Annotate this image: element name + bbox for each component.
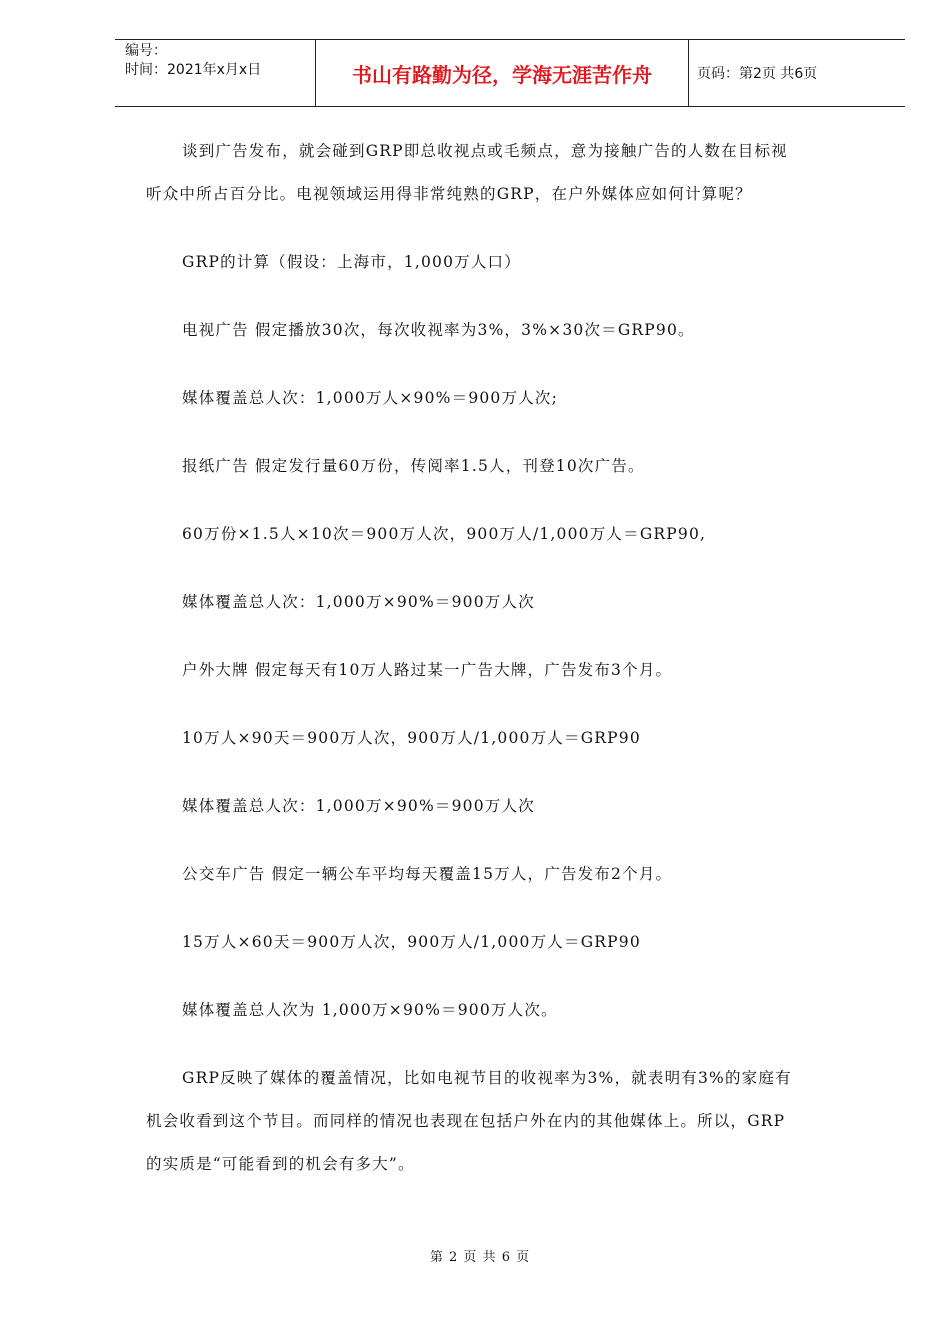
paragraph-line: 媒体覆盖总人次：1,000万×90%＝900万人次 bbox=[182, 797, 535, 815]
paragraph-line: 60万份×1.5人×10次＝900万人次，900万人/1,000万人＝GRP90, bbox=[182, 525, 707, 543]
paragraph-line: 媒体覆盖总人次：1,000万×90%＝900万人次 bbox=[182, 593, 535, 611]
paragraph-line: 报纸广告 假定发行量60万份，传阅率1.5人，刊登10次广告。 bbox=[182, 457, 645, 475]
paragraph-line: 机会收看到这个节目。而同样的情况也表现在包括户外在内的其他媒体上。所以，GRP bbox=[146, 1112, 786, 1130]
document-time-label: 时间：2021年x月x日 bbox=[125, 62, 262, 78]
paragraph-line: 的实质是“可能看到的机会有多大”。 bbox=[146, 1155, 415, 1173]
paragraph-line: 公交车广告 假定一辆公车平均每天覆盖15万人，广告发布2个月。 bbox=[182, 865, 673, 883]
paragraph-line: 户外大牌 假定每天有10万人路过某一广告大牌，广告发布3个月。 bbox=[182, 661, 673, 679]
document-header bbox=[115, 39, 905, 107]
document-body bbox=[146, 130, 876, 1186]
paragraph-line: 15万人×60天＝900万人次，900万人/1,000万人＝GRP90 bbox=[182, 933, 641, 951]
paragraph-line: 10万人×90天＝900万人次，900万人/1,000万人＝GRP90 bbox=[182, 729, 641, 747]
page-footer: 第 2 页 共 6 页 bbox=[429, 1250, 531, 1265]
header-meta bbox=[115, 40, 316, 106]
paragraph-line: 媒体覆盖总人次：1,000万人×90%＝900万人次; bbox=[182, 389, 559, 407]
paragraph-line: 媒体覆盖总人次为 1,000万×90%＝900万人次。 bbox=[182, 1001, 558, 1019]
paragraph-line: 听众中所占百分比。电视领域运用得非常纯熟的GRP，在户外媒体应如何计算呢？ bbox=[146, 185, 752, 203]
header-motto: 书山有路勤为径，学海无涯苦作舟 bbox=[316, 40, 689, 106]
header-page-info: 页码：第2页 共6页 bbox=[697, 66, 818, 82]
document-number-label: 编号： bbox=[125, 43, 167, 59]
paragraph-line: 电视广告 假定播放30次，每次收视率为3%，3%×30次＝GRP90。 bbox=[182, 321, 695, 339]
paragraph-line: 谈到广告发布，就会碰到GRP即总收视点或毛频点，意为接触广告的人数在目标视 bbox=[182, 142, 788, 160]
paragraph-line: GRP反映了媒体的覆盖情况，比如电视节目的收视率为3%，就表明有3%的家庭有 bbox=[182, 1069, 792, 1087]
paragraph-line: GRP的计算（假设：上海市，1,000万人口） bbox=[182, 253, 521, 271]
